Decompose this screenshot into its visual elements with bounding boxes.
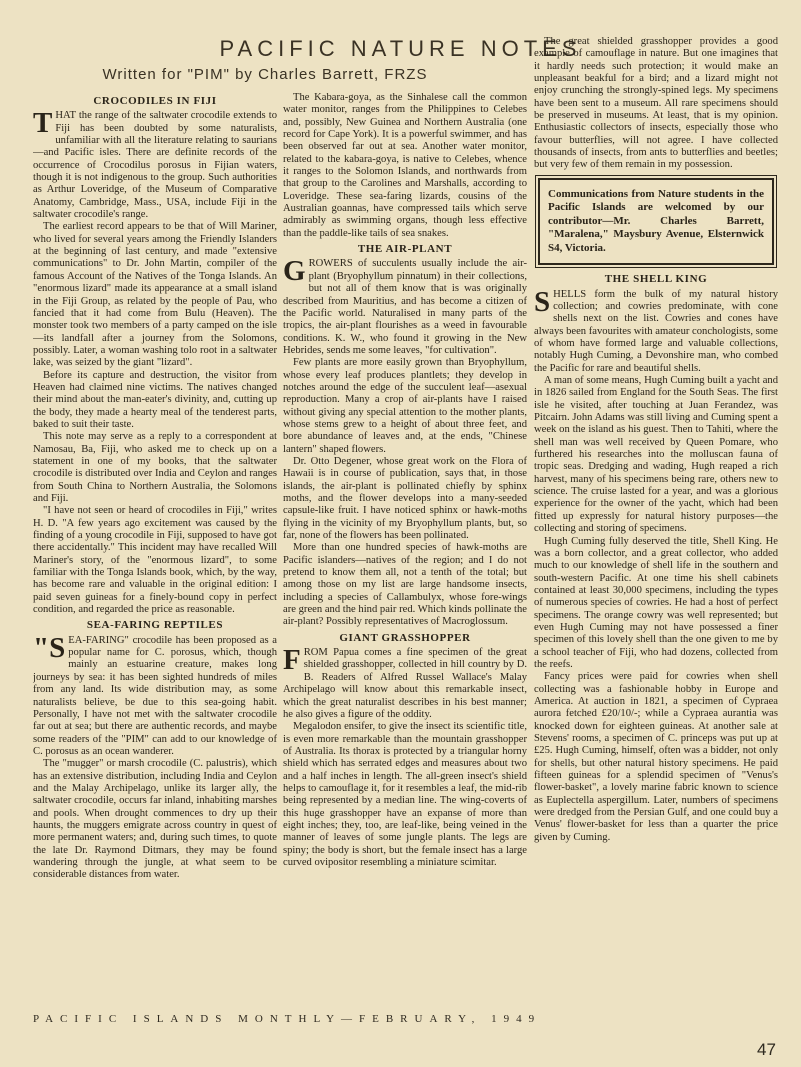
- paragraph: [33, 631, 277, 758]
- paragraph: Before its capture and destruction, the visitor from Heaven had claimed nine victims. The natives changed their mind about the man-eater's divinity, and, cutting up the body, they made a hearty meal of the tenderest parts, baked to suit their taste.: [33, 369, 277, 430]
- paragraph: More than one hundred species of hawk-moths are Pacific islanders—natives of the region; and I do not pretend to know them all, not a tenth of the total; but among those on my list are large handsome insects, including a species of Callambulyx, whose fore-wings are green and the hind pair red. Which kinds pollinate the air-plant? Possibly representatives of Macroglossum.: [283, 542, 527, 628]
- paragraph: The great shielded grasshopper provides a good example of camouflage in nature. But one imagines that it hardly needs such protection; it would make an unpleasant beakful for a bird; and a lizard might not enjoy crunching the strongly-spined legs. My specimens have been sent to a museum. All rare specimens should be preserved in museums. At least, that is my opinion. Enthusiastic collectors of insects, especially those who favour butterflies, will not agree. I have collected thousands of insects, from ants to butterflies and beetles; but very few of them remain in my possession.: [534, 36, 778, 171]
- column-1: [33, 92, 277, 997]
- running-footer: PACIFIC ISLANDS MONTHLY—FEBRUARY, 1949: [33, 1013, 542, 1025]
- drop-cap: F: [283, 644, 301, 677]
- paragraph-text: ROM Papua comes a fine specimen of the great shielded grasshopper, collected in hill country by D. B. Readers of Alfred Russel Wallace's Malay Archipelago will know about this remarkable insect, which the great naturalist describes in his best manner; he also gives a figure of the oddity.: [283, 647, 527, 720]
- paragraph-text: EA-FARING" crocodile has been proposed as a popular name for C. porosus, which, though mainly an estuarine creature, makes long journeys by sea: it has been sighted hundreds of miles from any land. Its wide distribution may, as some naturalists believe, be due to this sea-going habit. Personally, I have not met with the saltwater crocodile far out at sea; but there are authentic records, and maybe some readers of the "PIM" can add to our knowledge of C. porosus as an ocean wanderer.: [33, 634, 277, 757]
- paragraph: [283, 644, 527, 721]
- paragraph: Hugh Cuming fully deserved the title, Shell King. He was a born collector, and a great collector, who added much to our knowledge of shell life in the southern and south-western Pacific. At one time his shell cabinets contained at least 30,000 specimens, including the types of numerous species of cowries. He had a host of perfect specimens. The orange cowry was well represented; but even Hugh Cuming may not have possessed a finer specimen of this lovely shell than the one given to me by a school teacher of Fiji, who had dozens, collected from the reefs.: [534, 535, 778, 670]
- heading-seafaring: SEA-FARING REPTILES: [86, 619, 224, 632]
- paragraph: [33, 107, 277, 221]
- page-number: 47: [757, 1040, 776, 1059]
- paragraph: This note may serve as a reply to a correspondent at Namosau, Ba, Fiji, who asked me to check up on a statement in one of my books, that the saltwater crocodile is distributed over India and Ceylon and ranges from South China to Northern Australia, the Solomons and Fiji.: [33, 431, 277, 504]
- paragraph: The "mugger" or marsh crocodile (C. palustris), which has an extensive distribution, including India and Ceylon and the Malay Archipelago, unlike its larger ally, the saltwater crocodile, occurs far inland, inhabiting marshes and pools. When drought commences to dry up their haunts, the muggers emigrate across country in quest of more permanent waters; and, during such times, to quote the late Dr. Raymond Ditmars, they may be found wandering through the jungle, at what seem to be considerable distances from water.: [33, 758, 277, 881]
- paragraph: The earliest record appears to be that of Will Mariner, who lived for several years among the Friendly Islanders at the beginning of last century, and made "extensive communications" to Dr. John Martin, compiler of the famous Account of the Natives of the Tonga Islands. An "enormous lizard" made its appearance at a small island in the Fiji Group, as related by the people of Pau, who fancied that it had come from Bulu (Heaven). The monster took two members of a party camped on the isle—its landfall after a journey from the Solomons, possibly. Later, a woman washing tolo root in a saltwater lake, was seized by the giant "lizard".: [33, 221, 277, 369]
- paragraph-text: ROWERS of succulents usually include the air-plant (Bryophyllum pinnatum) in their collections, but not all of them know that is was originally described from Mauritius, and has become a citizen of the Pacific world. Naturalised in many parts of the tropics, the air-plant flourishes as a weed in favourable conditions. K. W., who found it growing in the New Hebrides, sends me some leaves, "for cultivation".: [283, 258, 527, 356]
- masthead-title: PACIFIC NATURE NOTES: [219, 36, 582, 61]
- paragraph: Megalodon ensifer, to give the insect its scientific title, is even more remarkable than the mountain grasshopper of Australia. Its thorax is protected by a triangular horny shield which has serrated edges and measures about two and a half inches in length. The all-green insect's shield helps to camouflage it, for it resembles a leaf, the mid-rib being represented by a median line. The wing-coverts of this huge grasshopper have an expanse of more than eight inches; they, too, are leaf-like, being veined in the manner of leaves of some jungle plants. The legs are spiny; the body is short, but the female insect has a large curved ovipositor resembling a miniature scimitar.: [283, 721, 527, 868]
- paragraph-text: HAT the range of the saltwater crocodile extends to Fiji has been doubted by some naturalists, unfamiliar with all the literature relating to saurians—and Pacific isles. There are definite records of the occurrence of Crocodilus porosus in Fijian waters, though it is not indigenous to the group. Such authorities as Arthur Loveridge, of the Museum of Comparative Anatomy, Cambridge, Mass., USA, include Fiji in the saltwater crocodile's range.: [33, 110, 277, 221]
- heading-grasshopper: GIANT GRASSHOPPER: [339, 631, 471, 644]
- drop-cap: "S: [33, 631, 66, 664]
- column-2: [283, 92, 527, 997]
- paragraph: [283, 255, 527, 357]
- paragraph: "I have not seen or heard of crocodiles in Fiji," writes H. D. "A few years ago excitement was caused by the finding of a young crocodile in Fiji, supposed to have got there accidentally." This incident may have recalled Will Mariner's story, of the "enormous lizard", to some familiar with the Tonga Islands book, which, by the way, has become rare and valuable in the original edition: I paid seven guineas for a finely-bound copy in perfect condition, and regarded the price as reasonable.: [33, 505, 277, 616]
- paragraph: A man of some means, Hugh Cuming built a yacht and in 1826 sailed from England for the South Seas. The first isle he visited, after touching at Juan Ferandez, was Pitcairn. John Adams was still living and Cuming spent a week on the island as his guest. Then to Tahiti, where the shell man was well received by Queen Pomare, who furthered his researches into the molluscan fauna of tropic seas. Dredging and wading, Hugh reaped a rich harvest, many of his specimens being rare, others new to science. The cruise lasted for a year, and was a glorious experience for the owner of the yacht, which had been fitted up expressly for natural history purposes—the collecting and storing of specimens.: [534, 375, 778, 535]
- byline: Written for "PIM" by Charles Barrett, FRZS: [102, 66, 428, 83]
- paragraph: [534, 285, 778, 375]
- drop-cap: S: [534, 285, 551, 318]
- drop-cap: G: [283, 255, 306, 288]
- paragraph: Dr. Otto Degener, whose great work on the Flora of Hawaii is in course of publication, says that, in those islands, the air-plant is pollinated chiefly by sphinx moths, and the flower develops into a many-seeded capsule-like fruit. I have noticed sphinx or hawk-moths flying in the vicinity of my Bryophyllum plants, but, so far, none of the flowers has been pollinated.: [283, 455, 527, 542]
- paragraph: Fancy prices were paid for cowries when shell collecting was a fashionable hobby in Europe and America. At auction in 1821, a specimen of Cypraea aurora fetched £20/10/-; while a Cypraea aurantia was knocked down for eighteen guineas. At another sale at Stevens' rooms, a specimen of C. princeps was put up at £25. Hugh Cuming, himself, often was a bidder, not only for shells, but other natural history specimens. He paid fifteen guineas for a splendid specimen of "Venus's flower-basket", a lovely marine fabric known to science as Euplectella aspergillum. Later, numbers of specimens were dredged from the Persian Gulf, and one could buy a Venus' flower-basket for less than a quarter the price given by Cuming.: [534, 671, 778, 843]
- heading-airplant: THE AIR-PLANT: [357, 243, 453, 256]
- paragraph: The Kabara-goya, as the Sinhalese call the common water monitor, ranges from the Philippines to Celebes and, possibly, New Guinea and Northern Australia (one record for Cape York). It is a powerful swimmer, and has been observed far out at sea. Another water monitor, related to the kabara-goya, is native to Celebes, whence it ranges to the Solomon Islands, and northwards from that group to the Carolines and Marshalls, according to Loveridge. These sea-faring lizards, cousins of the Australian goannas, have compressed tails which serve admirably as swimming organs, though less effective than the paddle-like tails of sea snakes.: [283, 92, 527, 239]
- drop-cap: T: [33, 107, 53, 140]
- heading-crocodiles: CROCODILES IN FIJI: [93, 95, 217, 107]
- column-3: [534, 36, 778, 997]
- contributor-notice-box: Communications from Nature students in the Pacific Islands are welcomed by our contributor—Mr. Charles Barrett, "Maralena," Maysbury Avenue, Elsternwick S4, Victoria.: [538, 178, 774, 266]
- paragraph-text: HELLS form the bulk of my natural history collection; and cowries predominate, with cone shells next on the list. Cowries and cones have always been favourites with amateur conchologists, some of whom have formed large and valuable collections, notably Hugh Cuming, a Devonshire man, who combed the Pacific for rare and beautiful shells.: [534, 288, 778, 374]
- paragraph: Few plants are more easily grown than Bryophyllum, whose every leaf produces plantlets; they develop in notches around the edge of the succulent leaf—asexual reproduction. Many a crop of air-plants have I raised without giving any special attention to the mother plants, whose stems grew to a height of about three feet, and bore abundance of leaves and, at the ends, "Chinese lantern" shaped flowers.: [283, 357, 527, 455]
- heading-shellking: THE SHELL KING: [604, 273, 708, 286]
